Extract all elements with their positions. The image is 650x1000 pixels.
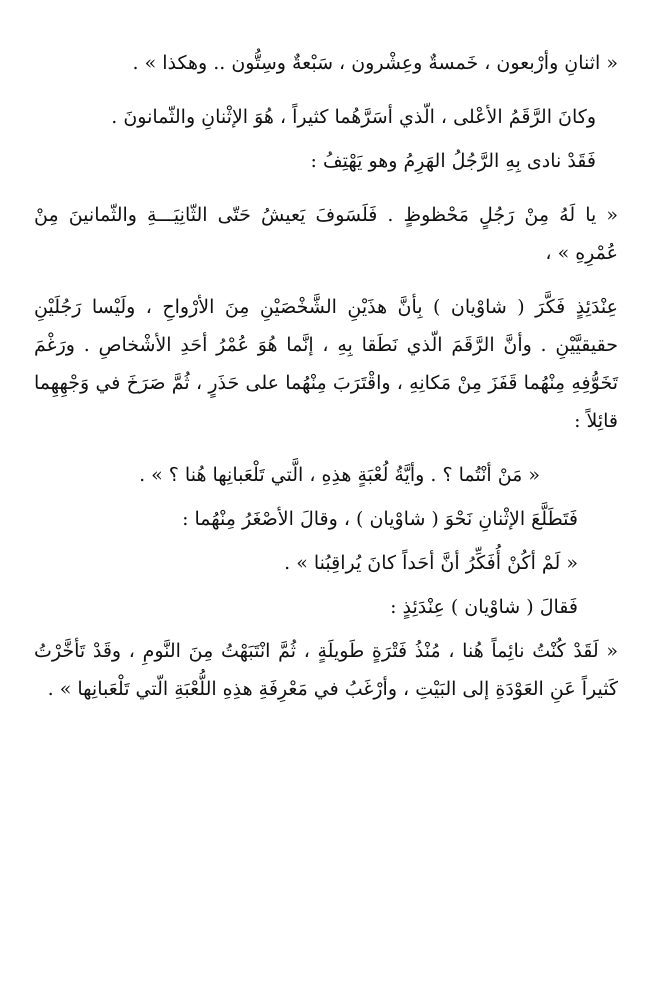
paragraph-9: فَقالَ ( شاوْيان ) عِنْدَئِذٍ : xyxy=(390,596,578,618)
paragraph-10: « لَقَدْ كُنْتُ نائِماً هُنا ، مُنْذُ فَتْرَةٍ طَويلَةٍ ، ثُمَّ انْتَبَهْتُ مِنَ النَّومِ ، وقَدْ تَأخَّرْتُ كَثيراً عَنِ العَوْدَةِ إلى البَيْتِ ، وأرْغَبُ في مَعْرِفَةِ هذِهِ اللُّعْبَةِ الّتي تَلْعَبانِها » . xyxy=(34,640,618,700)
paragraph-8: « لَمْ أكُنْ أُفَكِّرُ أنَّ أحَداً كانَ يُراقِبُنا » . xyxy=(284,552,578,574)
paragraph-3: فَقَدْ نادى بِهِ الرَّجُلُ الهَرِمُ وهو يَهْتِفُ : xyxy=(310,150,596,172)
paragraph-2: وكانَ الرَّقَمُ الأعْلى ، الّذي أسَرَّهُما كثيراً ، هُوَ الإثْنانِ والثّمانونَ . xyxy=(111,106,596,128)
paragraph-6: « مَنْ أنْتُما ؟ . وأيَّةُ لُعْبَةٍ هذِهِ ، الَّتي تَلْعَبانِها هُنا ؟ » . xyxy=(139,464,540,486)
paragraph-1: « اثنانِ وأرْبعون ، خَمسةٌ وعِشْرون ، سَبْعةٌ وسِتُّون .. وهكذا » . xyxy=(132,52,618,74)
paragraph-5: عِنْدَئِذٍ فَكَّرَ ( شاوْيان ) بِأنَّ هذَيْنِ الشَّخْصَيْنِ مِنَ الأرْواحِ ، ولَيْسا رَجُلَيْنِ حقيقيَّيْنِ . وأنَّ الرَّقَمَ الّذي نَطَقا بِهِ ، إنَّما هُوَ عُمْرُ أحَدِ الأشْخاصِ . ورَغْمَ تَخَوُّفِهِ مِنْهُما قَفَزَ مِنْ مَكانِهِ ، واقْتَرَبَ مِنْهُما على حَذَرٍ ، ثُمَّ صَرَخَ في وَجْهِهِما قائِلاً : xyxy=(34,296,618,432)
book-page xyxy=(34,44,618,974)
paragraph-4: « يا لَهُ مِنْ رَجُلٍ مَحْظوظٍ . فَلَسَوفَ يَعيشُ حَتّى الثّانِيَـــةِ والثّمانينَ مِنْ عُمْرِهِ » ، xyxy=(34,204,618,264)
paragraph-7: فَتَطَلَّعَ الإثْنانِ نَحْوَ ( شاوْيان ) ، وقالَ الأصْغَرُ مِنْهُما : xyxy=(182,508,578,530)
